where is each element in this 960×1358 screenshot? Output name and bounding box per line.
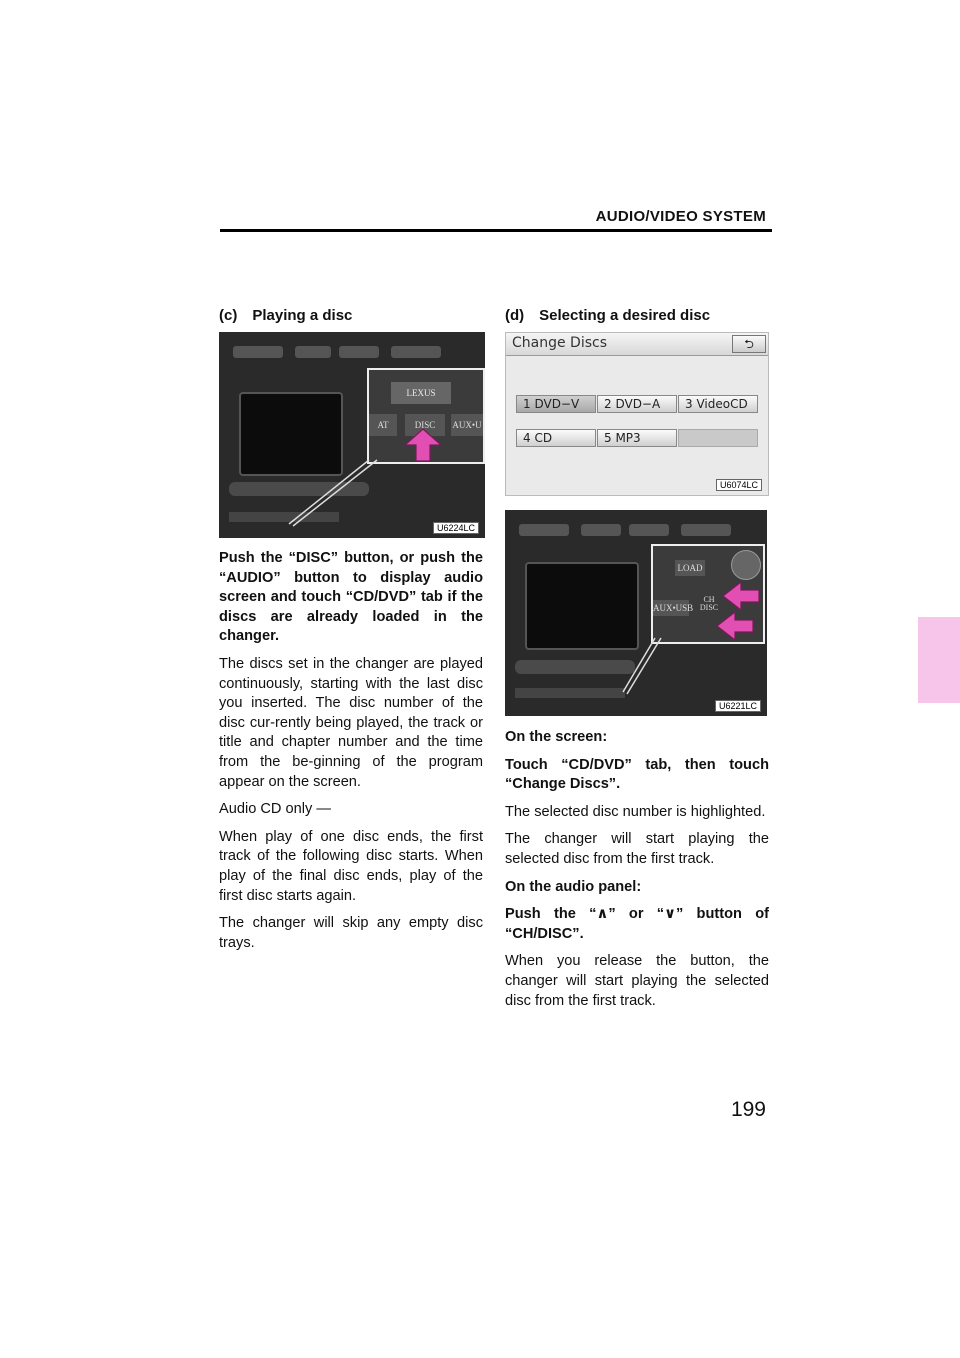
vent — [629, 524, 669, 536]
at-button: AT — [369, 414, 397, 436]
aux-usb-button: AUX•USB — [653, 600, 689, 616]
vent — [681, 524, 731, 536]
lexus-logo: LEXUS — [391, 382, 451, 404]
section-header: AUDIO/VIDEO SYSTEM — [595, 208, 766, 225]
body-paragraph: Push the “∧” or “∨” button of “CH/DISC”. — [505, 906, 769, 942]
instruction-paragraph: Push the “DISC” button, or push the “AUDIO” button to display audio screen and touch “CD/DVD” tab if the discs are already loaded in the changer. — [219, 550, 483, 645]
body-paragraph: Touch “CD/DVD” tab, then touch “Change Discs”. — [505, 756, 769, 793]
dashboard-photo-disc — [219, 332, 485, 538]
body-paragraph: On the audio panel: — [505, 878, 642, 895]
body-paragraph: The discs set in the changer are played continuously, starting with the last disc you inserted. The disc number of the disc cur-rently being played, the track or title and chapter number and the time from the be-ginning of the program appear on the screen. — [219, 655, 483, 790]
disc-button: DISC — [405, 414, 445, 436]
pointer-arrow-icon — [403, 428, 443, 462]
disc-button-1[interactable]: 1 DVD−V — [516, 395, 596, 413]
body-paragraph: On the screen: — [505, 729, 608, 745]
return-arrow-icon[interactable]: ⮌ — [732, 335, 766, 353]
header-rule — [220, 229, 772, 232]
dashboard-photo-ch-disc — [505, 510, 767, 716]
disc-button-2[interactable]: 2 DVD−A — [597, 395, 677, 413]
disc-button-empty — [678, 429, 758, 447]
right-body-text — [505, 728, 769, 1019]
disc-button-5[interactable]: 5 MP3 — [597, 429, 677, 447]
vent — [233, 346, 283, 358]
vent — [295, 346, 331, 358]
body-paragraph: When you release the button, the changer will start playing the selected disc from the first track. — [505, 953, 769, 1009]
body-paragraph: The changer will start playing the selected disc from the first track. — [505, 831, 769, 867]
change-discs-screen — [505, 332, 769, 496]
section-title-playing-disc: (c) Playing a disc — [219, 307, 353, 324]
vent — [519, 524, 569, 536]
figure-caption: U6224LC — [433, 522, 479, 534]
body-paragraph: Audio CD only — — [219, 801, 331, 818]
figure-caption: U6074LC — [716, 479, 762, 491]
body-paragraph: The selected disc number is highlighted. — [505, 803, 766, 820]
page-number: 199 — [730, 1098, 766, 1121]
left-body-text — [219, 549, 483, 961]
aux-button: AUX•U — [451, 414, 483, 436]
disc-button-4[interactable]: 4 CD — [516, 429, 596, 447]
disc-button-3[interactable]: 3 VideoCD — [678, 395, 758, 413]
section-title-selecting-disc: (d) Selecting a desired disc — [505, 307, 711, 324]
inset-disc-button — [367, 368, 485, 464]
callout-lines — [279, 458, 379, 528]
callout-lines — [605, 636, 665, 696]
vent — [391, 346, 441, 358]
up-pointer-arrow-icon — [721, 580, 761, 614]
disc-label: DISC — [699, 603, 719, 612]
screen-title: Change Discs — [512, 335, 608, 351]
body-paragraph: When play of one disc ends, the first track of the following disc starts. When play of the final disc ends, play of the first disc starts again. — [219, 828, 483, 904]
figure-caption: U6221LC — [715, 700, 761, 712]
chapter-tab — [918, 617, 960, 703]
down-pointer-arrow-icon — [715, 610, 755, 644]
volume-knob — [731, 550, 761, 580]
vent — [581, 524, 621, 536]
body-paragraph: The changer will skip any empty disc trays. — [219, 915, 483, 951]
screen-title-bar — [506, 333, 768, 356]
load-button: LOAD — [675, 560, 705, 576]
vent — [339, 346, 379, 358]
inset-ch-disc-button — [651, 544, 765, 644]
ch-label: CH — [703, 595, 715, 604]
